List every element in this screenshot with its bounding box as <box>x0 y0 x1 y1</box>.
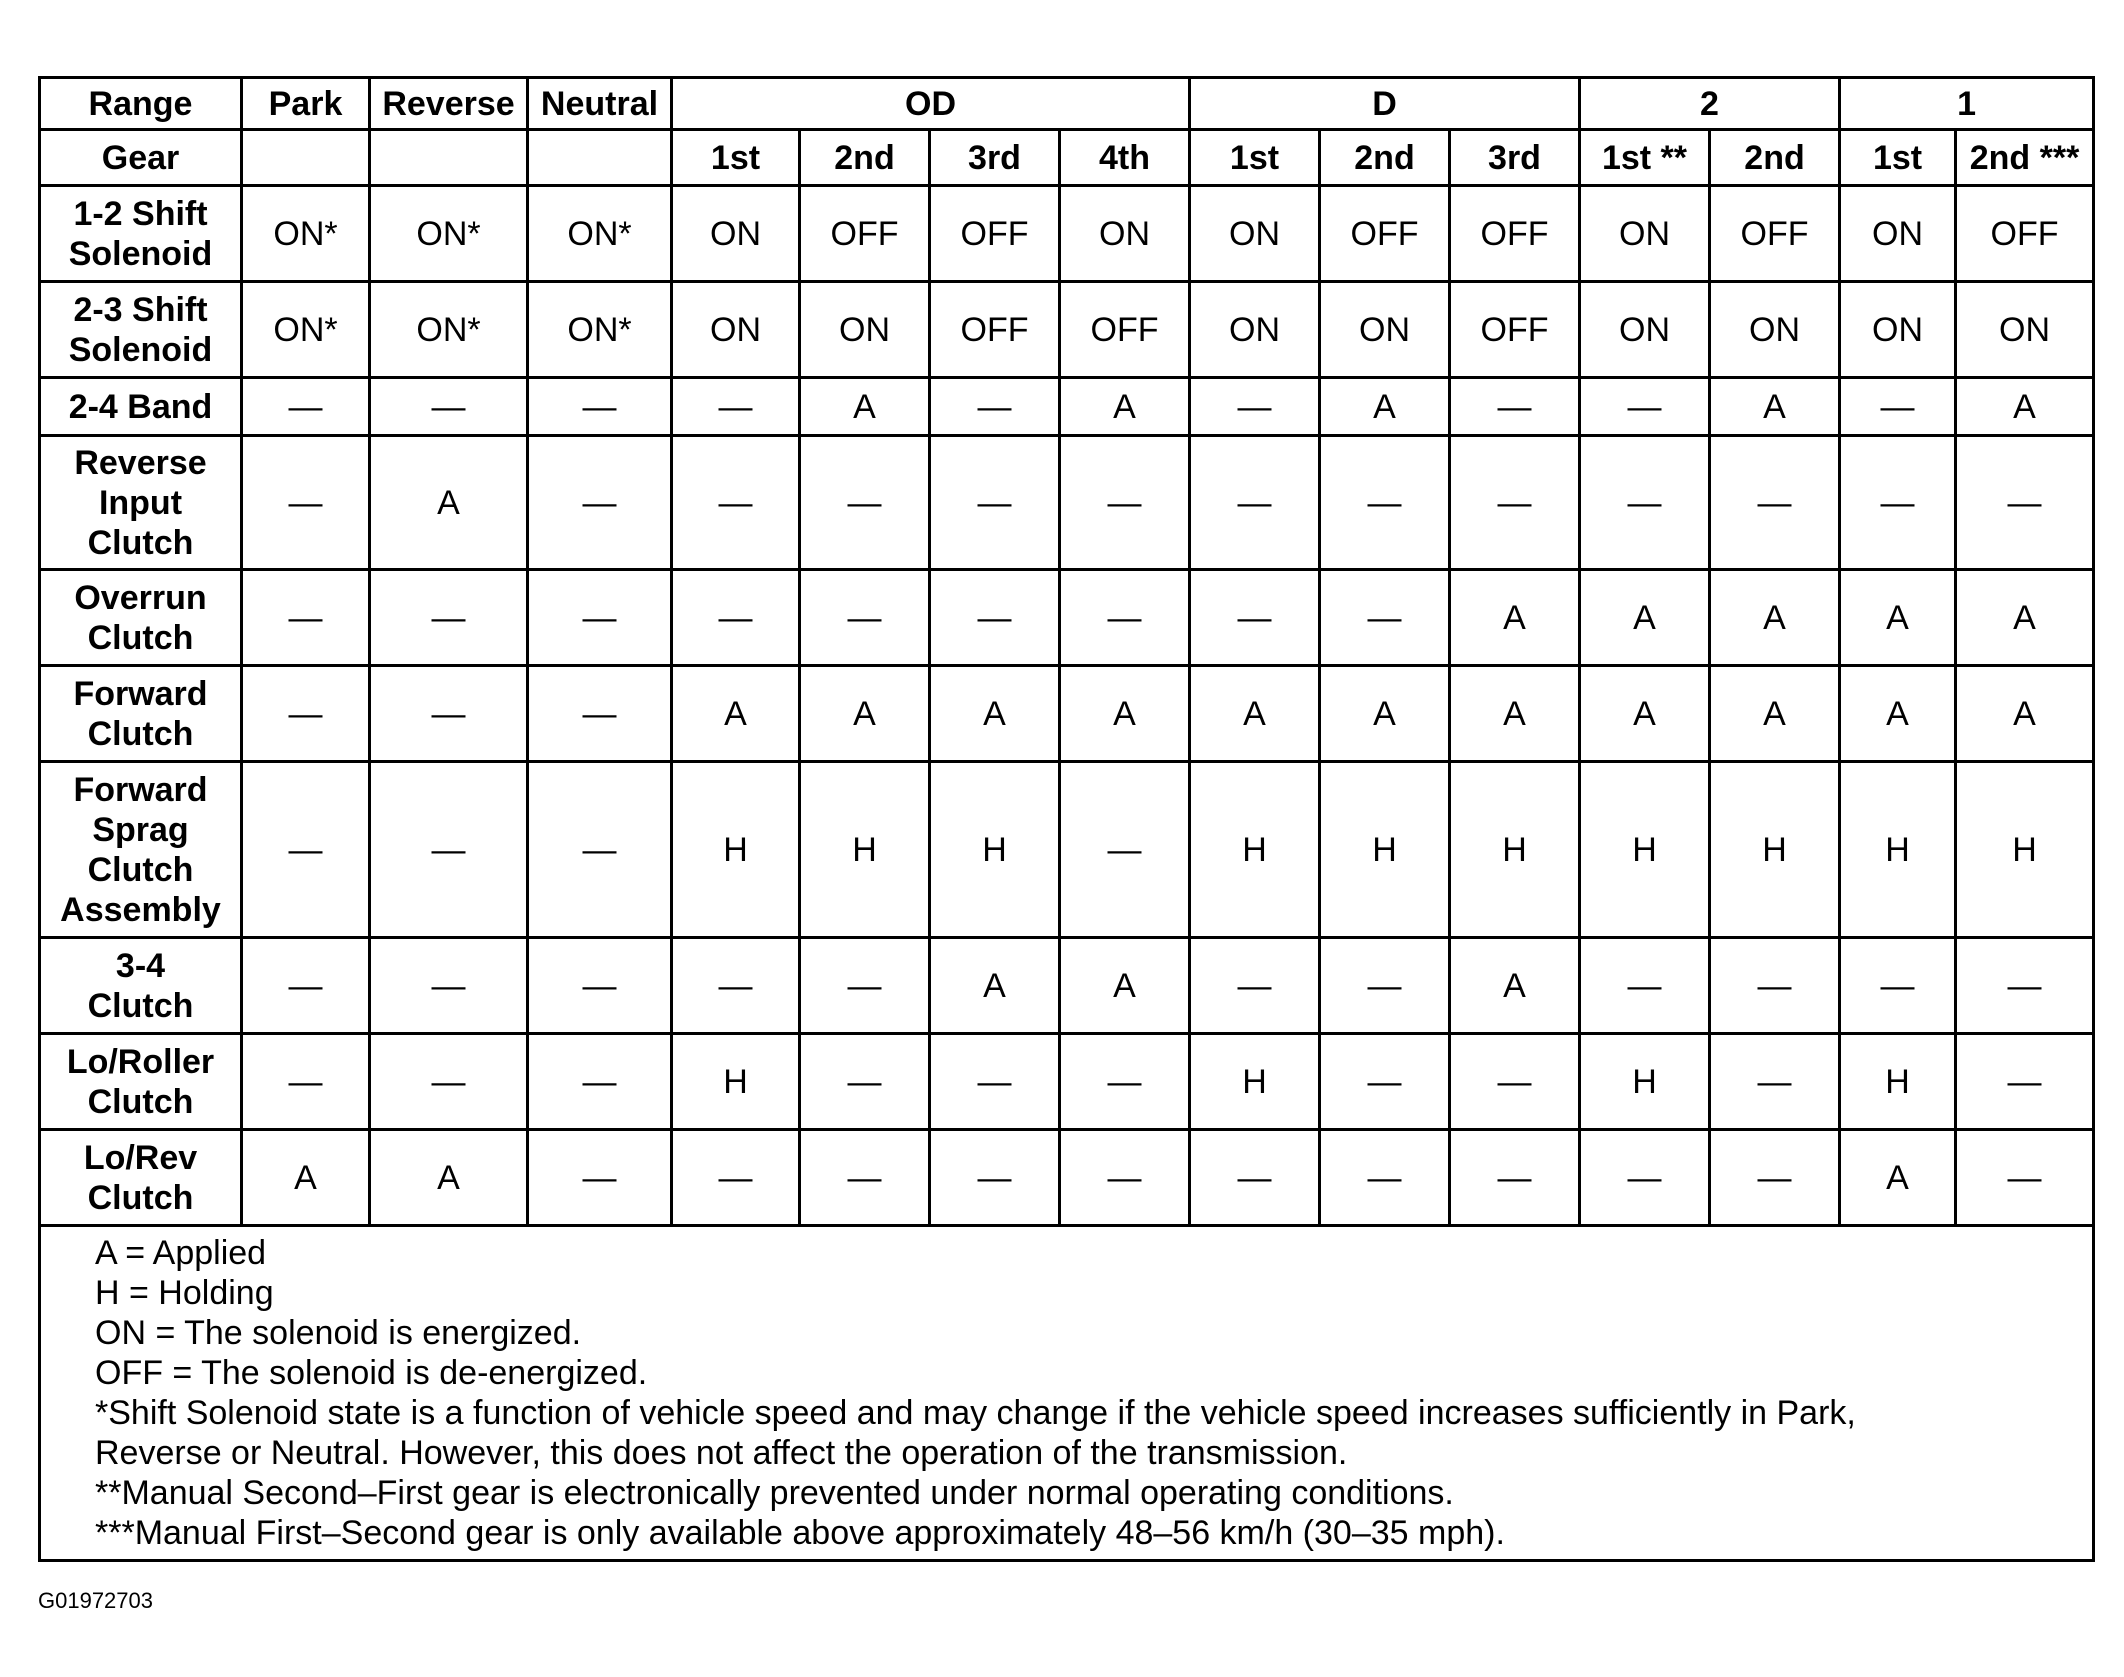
state-cell: — <box>1060 762 1190 938</box>
range-header: Reverse <box>370 78 528 130</box>
state-cell: ON <box>1956 282 2094 378</box>
row-label-line: Clutch <box>87 986 194 1025</box>
state-cell: ON <box>1840 186 1956 282</box>
state-cell: — <box>242 378 370 436</box>
state-cell: ON <box>672 282 800 378</box>
gear-header: 1st <box>1190 130 1320 186</box>
state-cell: A <box>1580 666 1710 762</box>
row-label <box>40 378 242 436</box>
row-label-line: Clutch <box>87 523 194 562</box>
state-cell: — <box>1320 938 1450 1034</box>
state-cell: — <box>528 570 672 666</box>
table-row <box>40 1034 2094 1130</box>
state-cell: A <box>1580 570 1710 666</box>
state-cell: — <box>242 570 370 666</box>
state-cell: A <box>672 666 800 762</box>
state-cell: — <box>800 570 930 666</box>
state-cell: OFF <box>930 186 1060 282</box>
row-label-line: Overrun <box>74 578 207 617</box>
gear-header: 3rd <box>930 130 1060 186</box>
state-cell: A <box>1450 666 1580 762</box>
gear-header: 1st ** <box>1580 130 1710 186</box>
gear-header: 2nd <box>800 130 930 186</box>
gear-header <box>242 130 370 186</box>
state-cell: ON <box>1580 186 1710 282</box>
table-row <box>40 378 2094 436</box>
row-label-line: Lo/Rev <box>83 1138 198 1177</box>
state-cell: OFF <box>800 186 930 282</box>
state-cell: A <box>1450 570 1580 666</box>
row-label-line: Forward <box>73 674 208 713</box>
gear-header: 1st <box>1840 130 1956 186</box>
state-cell: — <box>930 378 1060 436</box>
state-cell: OFF <box>930 282 1060 378</box>
state-cell: — <box>672 1130 800 1226</box>
state-cell: — <box>370 1034 528 1130</box>
state-cell: — <box>1190 938 1320 1034</box>
state-cell: — <box>370 762 528 938</box>
gear-header: 1st <box>672 130 800 186</box>
state-cell: H <box>1190 762 1320 938</box>
table-row <box>40 1130 2094 1226</box>
state-cell: — <box>528 666 672 762</box>
state-cell: — <box>1580 378 1710 436</box>
table-row <box>40 282 2094 378</box>
state-cell: — <box>1450 1034 1580 1130</box>
figure-id: G01972703 <box>38 1588 153 1613</box>
legend-row <box>40 1226 2094 1561</box>
state-cell: — <box>1450 378 1580 436</box>
state-cell: H <box>1580 762 1710 938</box>
state-cell: — <box>242 666 370 762</box>
state-cell: H <box>1840 762 1956 938</box>
state-cell: — <box>1450 436 1580 570</box>
state-cell: — <box>370 570 528 666</box>
state-cell: — <box>1190 1130 1320 1226</box>
state-cell: ON <box>800 282 930 378</box>
state-cell: A <box>1710 378 1840 436</box>
legend-line: A = Applied <box>95 1234 267 1272</box>
state-cell: ON <box>1190 282 1320 378</box>
state-cell: — <box>242 938 370 1034</box>
state-cell: — <box>370 378 528 436</box>
row-label <box>40 436 242 570</box>
header-row-gear <box>40 130 2094 186</box>
state-cell: — <box>528 762 672 938</box>
state-cell: A <box>1956 570 2094 666</box>
range-header: D <box>1190 78 1580 130</box>
state-cell: A <box>1956 378 2094 436</box>
state-cell: ON* <box>528 186 672 282</box>
state-cell: — <box>1956 938 2094 1034</box>
state-cell: A <box>1710 570 1840 666</box>
state-cell: H <box>1580 1034 1710 1130</box>
legend-line: **Manual Second–First gear is electronically prevented under normal operating conditions. <box>95 1474 1454 1512</box>
range-header: Neutral <box>528 78 672 130</box>
row-label <box>40 762 242 938</box>
row-label-line: Solenoid <box>68 330 213 369</box>
state-cell: — <box>930 436 1060 570</box>
state-cell: — <box>1060 570 1190 666</box>
state-cell: OFF <box>1710 186 1840 282</box>
state-cell: ON <box>1710 282 1840 378</box>
state-cell: ON <box>672 186 800 282</box>
state-cell: H <box>672 1034 800 1130</box>
state-cell: H <box>1710 762 1840 938</box>
state-cell: A <box>1956 666 2094 762</box>
state-cell: — <box>1450 1130 1580 1226</box>
row-label-line: 1-2 Shift <box>73 194 208 233</box>
state-cell: A <box>370 1130 528 1226</box>
range-header: 1 <box>1840 78 2094 130</box>
state-cell: A <box>800 666 930 762</box>
state-cell: — <box>1580 1130 1710 1226</box>
range-header: Park <box>242 78 370 130</box>
legend-line: Reverse or Neutral. However, this does not affect the operation of the transmission. <box>95 1434 1348 1472</box>
state-cell: A <box>1190 666 1320 762</box>
state-cell: — <box>930 1130 1060 1226</box>
table-row <box>40 938 2094 1034</box>
state-cell: H <box>672 762 800 938</box>
legend <box>40 1226 2094 1561</box>
legend-line: *Shift Solenoid state is a function of vehicle speed and may change if the vehicle speed increases sufficiently in Park, <box>95 1394 1856 1432</box>
state-cell: — <box>672 436 800 570</box>
state-cell: OFF <box>1320 186 1450 282</box>
legend-line: ON = The solenoid is energized. <box>95 1314 582 1352</box>
row-label-line: Clutch <box>87 1082 194 1121</box>
state-cell: OFF <box>1060 282 1190 378</box>
row-label <box>40 666 242 762</box>
state-cell: — <box>800 436 930 570</box>
table-row <box>40 666 2094 762</box>
header-row-range <box>40 78 2094 130</box>
row-label <box>40 186 242 282</box>
state-cell: — <box>1060 436 1190 570</box>
state-cell: — <box>528 938 672 1034</box>
state-cell: H <box>1320 762 1450 938</box>
row-label-line: Clutch <box>87 618 194 657</box>
row-label <box>40 1130 242 1226</box>
state-cell: — <box>930 1034 1060 1130</box>
legend-line: ***Manual First–Second gear is only available above approximately 48–56 km/h (30–35 mph). <box>95 1514 1505 1552</box>
state-cell: — <box>1710 1034 1840 1130</box>
gear-header: 2nd *** <box>1956 130 2094 186</box>
state-cell: — <box>1580 938 1710 1034</box>
state-cell: A <box>1710 666 1840 762</box>
state-cell: — <box>1840 436 1956 570</box>
state-cell: — <box>528 1130 672 1226</box>
state-cell: A <box>930 938 1060 1034</box>
state-cell: — <box>1320 570 1450 666</box>
state-cell: OFF <box>1450 282 1580 378</box>
legend-line: OFF = The solenoid is de-energized. <box>95 1354 648 1392</box>
state-cell: H <box>1190 1034 1320 1130</box>
gear-header <box>370 130 528 186</box>
state-cell: — <box>1580 436 1710 570</box>
state-cell: ON* <box>242 282 370 378</box>
state-cell: — <box>1060 1130 1190 1226</box>
row-label-line: Clutch <box>87 1178 194 1217</box>
state-cell: — <box>1956 1130 2094 1226</box>
table-row <box>40 186 2094 282</box>
state-cell: — <box>1956 436 2094 570</box>
gear-header: 3rd <box>1450 130 1580 186</box>
shift-table <box>38 76 2095 1562</box>
gear-header <box>528 130 672 186</box>
header-label-range: Range <box>40 78 242 130</box>
state-cell: OFF <box>1450 186 1580 282</box>
state-cell: — <box>528 436 672 570</box>
state-cell: — <box>528 1034 672 1130</box>
gear-header: 2nd <box>1320 130 1450 186</box>
state-cell: A <box>1320 378 1450 436</box>
state-cell: — <box>1840 938 1956 1034</box>
gear-header: 2nd <box>1710 130 1840 186</box>
state-cell: — <box>1320 1130 1450 1226</box>
legend-line: H = Holding <box>95 1274 274 1312</box>
row-label-line: Lo/Roller <box>66 1042 215 1081</box>
state-cell: A <box>242 1130 370 1226</box>
state-cell: A <box>1840 1130 1956 1226</box>
row-label-line: Solenoid <box>68 234 213 273</box>
state-cell: ON* <box>528 282 672 378</box>
state-cell: OFF <box>1956 186 2094 282</box>
row-label-line: Clutch <box>87 850 194 889</box>
row-label <box>40 282 242 378</box>
state-cell: ON <box>1580 282 1710 378</box>
row-label <box>40 570 242 666</box>
state-cell: — <box>930 570 1060 666</box>
range-header: 2 <box>1580 78 1840 130</box>
state-cell: A <box>1060 378 1190 436</box>
state-cell: A <box>1320 666 1450 762</box>
state-cell: ON* <box>370 282 528 378</box>
row-label <box>40 938 242 1034</box>
state-cell: A <box>1840 666 1956 762</box>
range-header: OD <box>672 78 1190 130</box>
state-cell: — <box>1320 1034 1450 1130</box>
state-cell: H <box>1840 1034 1956 1130</box>
state-cell: — <box>1190 378 1320 436</box>
state-cell: — <box>242 762 370 938</box>
table-row <box>40 436 2094 570</box>
state-cell: A <box>800 378 930 436</box>
state-cell: ON <box>1190 186 1320 282</box>
row-label-line: Forward <box>73 770 208 809</box>
state-cell: — <box>1710 436 1840 570</box>
state-cell: A <box>930 666 1060 762</box>
header-label-gear: Gear <box>40 130 242 186</box>
row-label-line: Input <box>98 483 183 522</box>
state-cell: — <box>1840 378 1956 436</box>
state-cell: ON <box>1060 186 1190 282</box>
state-cell: H <box>800 762 930 938</box>
state-cell: — <box>242 1034 370 1130</box>
state-cell: — <box>800 1130 930 1226</box>
state-cell: A <box>1060 938 1190 1034</box>
state-cell: — <box>1956 1034 2094 1130</box>
state-cell: — <box>672 570 800 666</box>
row-label <box>40 1034 242 1130</box>
row-label-line: 2-3 Shift <box>73 290 208 329</box>
state-cell: — <box>1710 1130 1840 1226</box>
row-label-line: Sprag <box>92 810 189 849</box>
state-cell: — <box>672 938 800 1034</box>
state-cell: — <box>1710 938 1840 1034</box>
row-label-line: 3-4 <box>115 946 166 985</box>
state-cell: H <box>1956 762 2094 938</box>
state-cell: A <box>1450 938 1580 1034</box>
state-cell: — <box>1190 570 1320 666</box>
state-cell: ON* <box>370 186 528 282</box>
state-cell: A <box>370 436 528 570</box>
state-cell: — <box>528 378 672 436</box>
row-label-line: Clutch <box>87 714 194 753</box>
table-row <box>40 762 2094 938</box>
state-cell: A <box>1060 666 1190 762</box>
state-cell: H <box>1450 762 1580 938</box>
state-cell: H <box>930 762 1060 938</box>
state-cell: A <box>1840 570 1956 666</box>
state-cell: — <box>1060 1034 1190 1130</box>
state-cell: — <box>370 666 528 762</box>
state-cell: — <box>800 938 930 1034</box>
row-label-line: Assembly <box>60 890 221 929</box>
state-cell: — <box>1190 436 1320 570</box>
state-cell: — <box>1320 436 1450 570</box>
row-label-line: Reverse <box>74 443 207 482</box>
state-cell: ON* <box>242 186 370 282</box>
table-row <box>40 570 2094 666</box>
state-cell: — <box>242 436 370 570</box>
state-cell: ON <box>1320 282 1450 378</box>
state-cell: — <box>800 1034 930 1130</box>
state-cell: — <box>370 938 528 1034</box>
row-label-line: 2-4 Band <box>68 387 213 426</box>
state-cell: ON <box>1840 282 1956 378</box>
gear-header: 4th <box>1060 130 1190 186</box>
state-cell: — <box>672 378 800 436</box>
shift-chart <box>38 76 2092 1613</box>
